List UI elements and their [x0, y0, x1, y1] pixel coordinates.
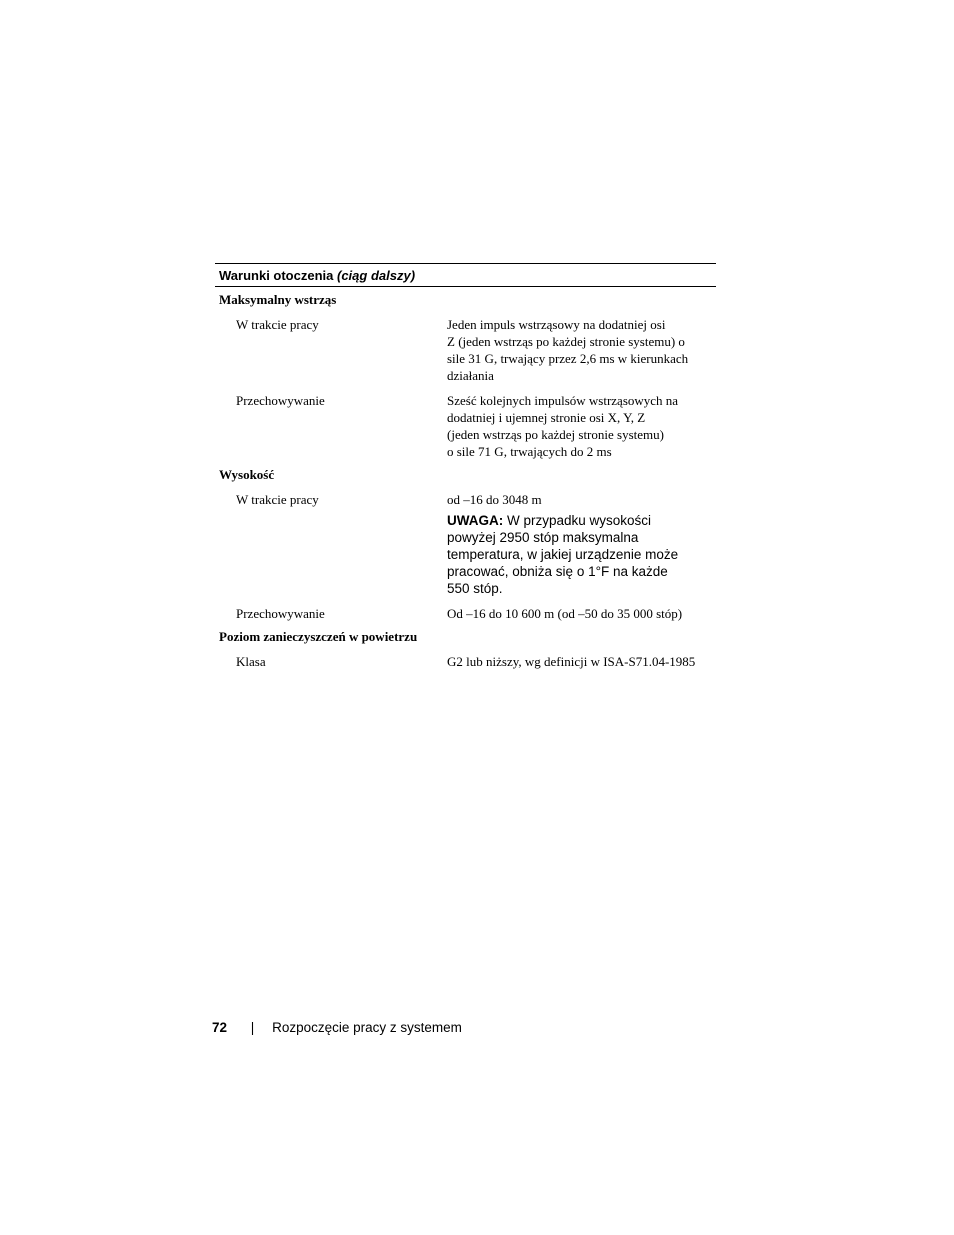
spec-label: W trakcie pracy [236, 317, 319, 332]
spec-row-shock-operating [215, 316, 716, 384]
page-number: 72 [212, 1020, 228, 1035]
note-label: UWAGA: [447, 513, 504, 528]
spec-row-altitude-operating [215, 491, 716, 597]
section-title-altitude: Wysokość [219, 467, 275, 482]
spec-value-line: działania [447, 368, 494, 383]
spec-label: W trakcie pracy [236, 492, 319, 507]
spec-row-shock-storage [215, 392, 716, 460]
section-title-max-shock: Maksymalny wstrząs [219, 292, 337, 307]
spec-value-line: Jeden impuls wstrząsowy na dodatniej osi [447, 317, 666, 332]
table-header-title: Warunki otoczenia [219, 268, 334, 283]
spec-row-altitude-storage [215, 605, 716, 622]
spec-value-line: dodatniej i ujemnej stronie osi X, Y, Z [447, 410, 646, 425]
section-title-airborne-contaminants: Poziom zanieczyszczeń w powietrzu [219, 629, 418, 644]
spec-value [447, 605, 716, 622]
note-line: powyżej 2950 stóp maksymalna [447, 530, 639, 545]
spec-label: Przechowywanie [236, 393, 325, 408]
chapter-title: Rozpoczęcie pracy z systemem [272, 1020, 462, 1035]
note-block [447, 512, 716, 597]
spec-value-line: Z (jeden wstrząs po każdej stronie systemu) o [447, 334, 685, 349]
spec-value-line: sile 31 G, trwający przez 2,6 ms w kierunkach [447, 351, 689, 366]
spec-row-contaminant-class [215, 653, 716, 670]
page-footer [212, 1019, 462, 1036]
note-line: pracować, obniża się o 1°F na każde [447, 564, 668, 579]
spec-label: Klasa [236, 654, 266, 669]
spec-value-line: Sześć kolejnych impulsów wstrząsowych na [447, 393, 679, 408]
spec-value-line: o sile 71 G, trwających do 2 ms [447, 444, 612, 459]
spec-label: Przechowywanie [236, 606, 325, 621]
table-header [215, 263, 716, 287]
spec-value-line: G2 lub niższy, wg definicji w ISA-S71.04-1985 [447, 654, 696, 669]
spec-value [447, 392, 716, 460]
spec-value [447, 316, 716, 384]
environment-spec-table [215, 263, 716, 670]
spec-value [447, 653, 716, 670]
footer-separator: | [250, 1020, 255, 1035]
spec-value-line: (jeden wstrząs po każdej stronie systemu) [447, 427, 664, 442]
note-line: 550 stóp. [447, 581, 503, 596]
note-line: temperatura, w jakiej urządzenie może [447, 547, 679, 562]
table-header-continued: (ciąg dalszy) [337, 268, 416, 283]
spec-value-line: Od –16 do 10 600 m (od –50 do 35 000 stóp) [447, 606, 683, 621]
note-first-line [447, 512, 716, 529]
spec-value [447, 491, 716, 597]
spec-value-line: od –16 do 3048 m [447, 492, 542, 507]
note-line: W przypadku wysokości [507, 513, 652, 528]
